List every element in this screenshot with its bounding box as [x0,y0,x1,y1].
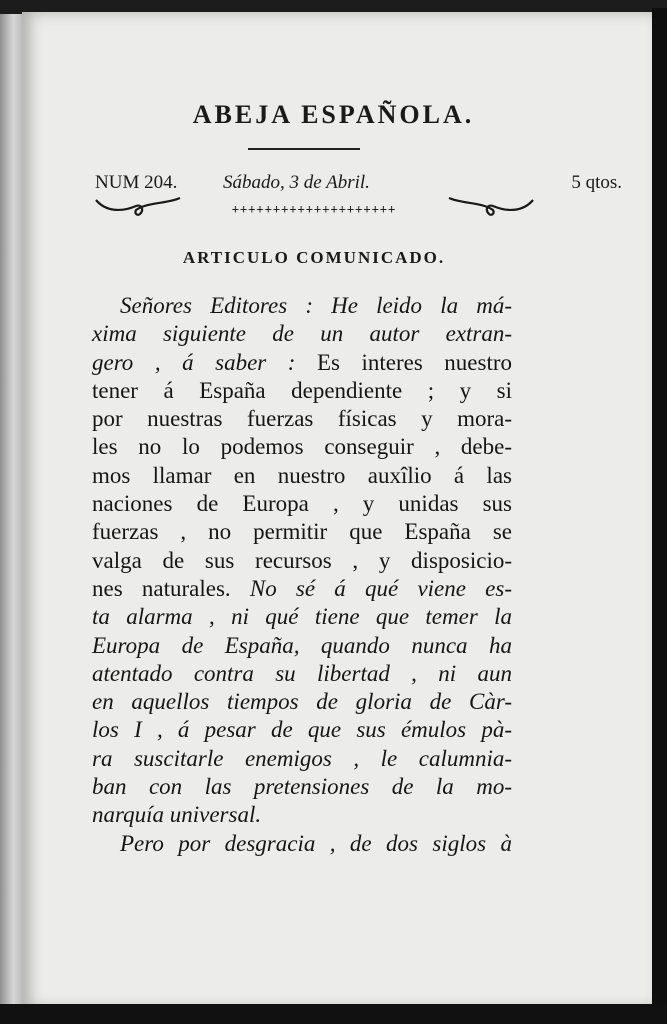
body-line [92,632,512,660]
body-line-text: valga de sus recursos , y disposicio- [92,547,512,573]
body-line [92,547,512,575]
issue-price: 5 qtos. [571,172,622,193]
body-line-text: Señores Editores : He leido la má- [120,293,512,318]
body-line [92,433,512,461]
body-line [92,349,512,377]
body-line [92,575,512,603]
body-line-text: narquía universal. [92,802,262,828]
masthead-title: ABEJA ESPAÑOLA. [192,100,475,129]
body-line-text: naciones de Europa , y unidas sus [92,491,512,517]
body-line-text: ban con las pretensiones de la mo- [92,774,512,800]
body-line [92,518,512,546]
bottom-edge [0,1004,667,1024]
section-heading: ARTICULO COMUNICADO. [182,248,446,267]
body-line [92,292,512,320]
issue-number: NUM 204. [95,172,178,193]
body-line-text: atentado contra su libertad , ni aun [92,660,512,686]
body-line [92,773,512,801]
body-line [92,320,512,348]
body-line-text: gero , á saber : [92,349,296,375]
body-line-text: les no lo podemos conseguir , debe- [92,434,512,460]
body-line-text: ta alarma , ni qué tiene que temer la [92,604,512,630]
body-line [92,688,512,716]
body-line [92,830,512,858]
body-line-text: los I , á pesar de que sus émulos pà- [92,717,512,743]
body-line [92,603,512,631]
body-line-text: en aquellos tiempos de gloria de Càr- [92,689,512,715]
body-line [92,462,512,490]
body-line [92,716,512,744]
body-line [92,745,512,773]
body-line-text: No sé á qué viene es- [230,575,512,601]
right-page-edge [652,8,667,1020]
body-line-text: ra suscitarle enemigos , le calumnia- [92,745,512,771]
body-line-text: mos llamar en nuestro auxîlio á las [92,462,512,488]
masthead-rule [248,148,360,150]
left-page-edge [0,14,22,1004]
body-line [92,660,512,688]
ornament-rule: ++++++++++++++++++++ [231,202,397,216]
article-body [92,292,512,858]
body-line-text: Pero por desgracia , de dos siglos à [120,830,512,856]
body-line [92,377,512,405]
body-line-text: por nuestras fuerzas físicas y mora- [92,406,512,432]
body-line-text: nes naturales. [92,575,231,601]
issue-date: Sábado, 3 de Abril. [223,172,370,193]
body-line [92,801,512,829]
body-line [92,405,512,433]
body-line-text: fuerzas , no permitir que España se [92,519,512,545]
body-line [92,490,512,518]
body-line-text: Es interes nuestro [295,349,513,375]
body-line-text: Europa de España, quando nunca ha [92,632,512,658]
body-line-text: tener á España dependiente ; y si [92,377,512,403]
body-line-text: xima siguiente de un autor extran- [92,321,512,347]
